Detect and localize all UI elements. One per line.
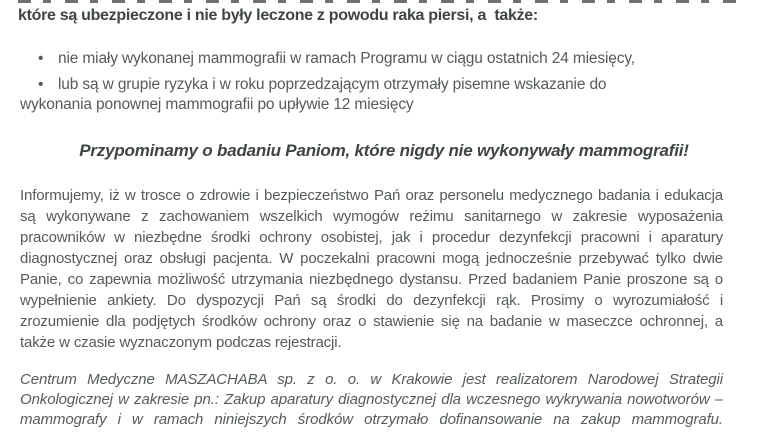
paragraph-line: są wykonywane z zachowaniem wszelkich wymogów reżimu sanitarnego w zakresie wyposażenia — [20, 208, 723, 225]
paragraph-line: także w czasie wyznaczonym podczas rejestracji. — [20, 334, 342, 351]
bullet-continuation-line: wykonania ponownej mammografii po upływie 12 miesięcy — [20, 96, 414, 113]
bullet-text: nie miały wykonanej mammografii w ramach Programu w ciągu ostatnich 24 miesięcy, — [58, 50, 635, 67]
bullet-item — [20, 49, 723, 69]
paragraph-line: diagnostycznej oraz obsługi pacjenta. W poczekalni pracowni mogą jednocześnie przebywać tylko dwie — [20, 250, 723, 267]
bullet-text: lub są w grupie ryzyka i w roku poprzedzającym otrzymały pisemne wskazanie do — [58, 76, 607, 93]
bullet-list — [20, 49, 723, 115]
bullet-line — [20, 75, 723, 95]
bullet-icon: • — [38, 50, 44, 67]
paragraph-line: Panie, co zapewnia możliwość utrzymania niezbędnego dystansu. Przed badaniem Panie proszone są o — [20, 271, 723, 288]
paragraph-line: Informujemy, iż w trosce o zdrowie i bezpieczeństwo Pań oraz personelu medycznego badania i edukacja — [20, 187, 723, 204]
paragraph-line: wypełnienie ankiety. Do dyspozycji Pań są środki do dezynfekcji rąk. Prosimy o wyrozumiałość i — [20, 292, 723, 309]
footer-paragraph — [20, 370, 723, 430]
clipped-text-remnant — [18, 0, 738, 3]
reminder-callout: Przypominamy o badaniu Paniom, które nigdy nie wykonywały mammografii! — [79, 141, 689, 160]
paragraph-line: zrozumienie dla podjętych środków ochrony oraz o stawienie się na badanie w maseczce ochronnej, a — [20, 313, 723, 330]
info-paragraph — [20, 185, 723, 353]
bullet-item — [20, 75, 723, 115]
footer-line: Onkologicznej w zakresie pn.: Zakup aparatury diagnostycznej dla wczesnego wykrywania nowotworów – — [20, 391, 723, 408]
intro-heading-line: które są ubezpieczone i nie były leczone z powodu raka piersi, a także: — [18, 7, 538, 24]
footer-line: Centrum Medyczne MASZACHABA sp. z o. o. w Krakowie jest realizatorem Narodowej Strategii — [20, 371, 723, 388]
paragraph-line: pracowników w niezbędne środki ochrony osobistej, jak i procedur dezynfekcji pracowni i aparatury — [20, 229, 723, 246]
bullet-icon: • — [38, 76, 44, 93]
footer-line: mammografy i w ramach niniejszych środków otrzymało dofinansowanie na zakup mammografu. — [20, 411, 723, 428]
